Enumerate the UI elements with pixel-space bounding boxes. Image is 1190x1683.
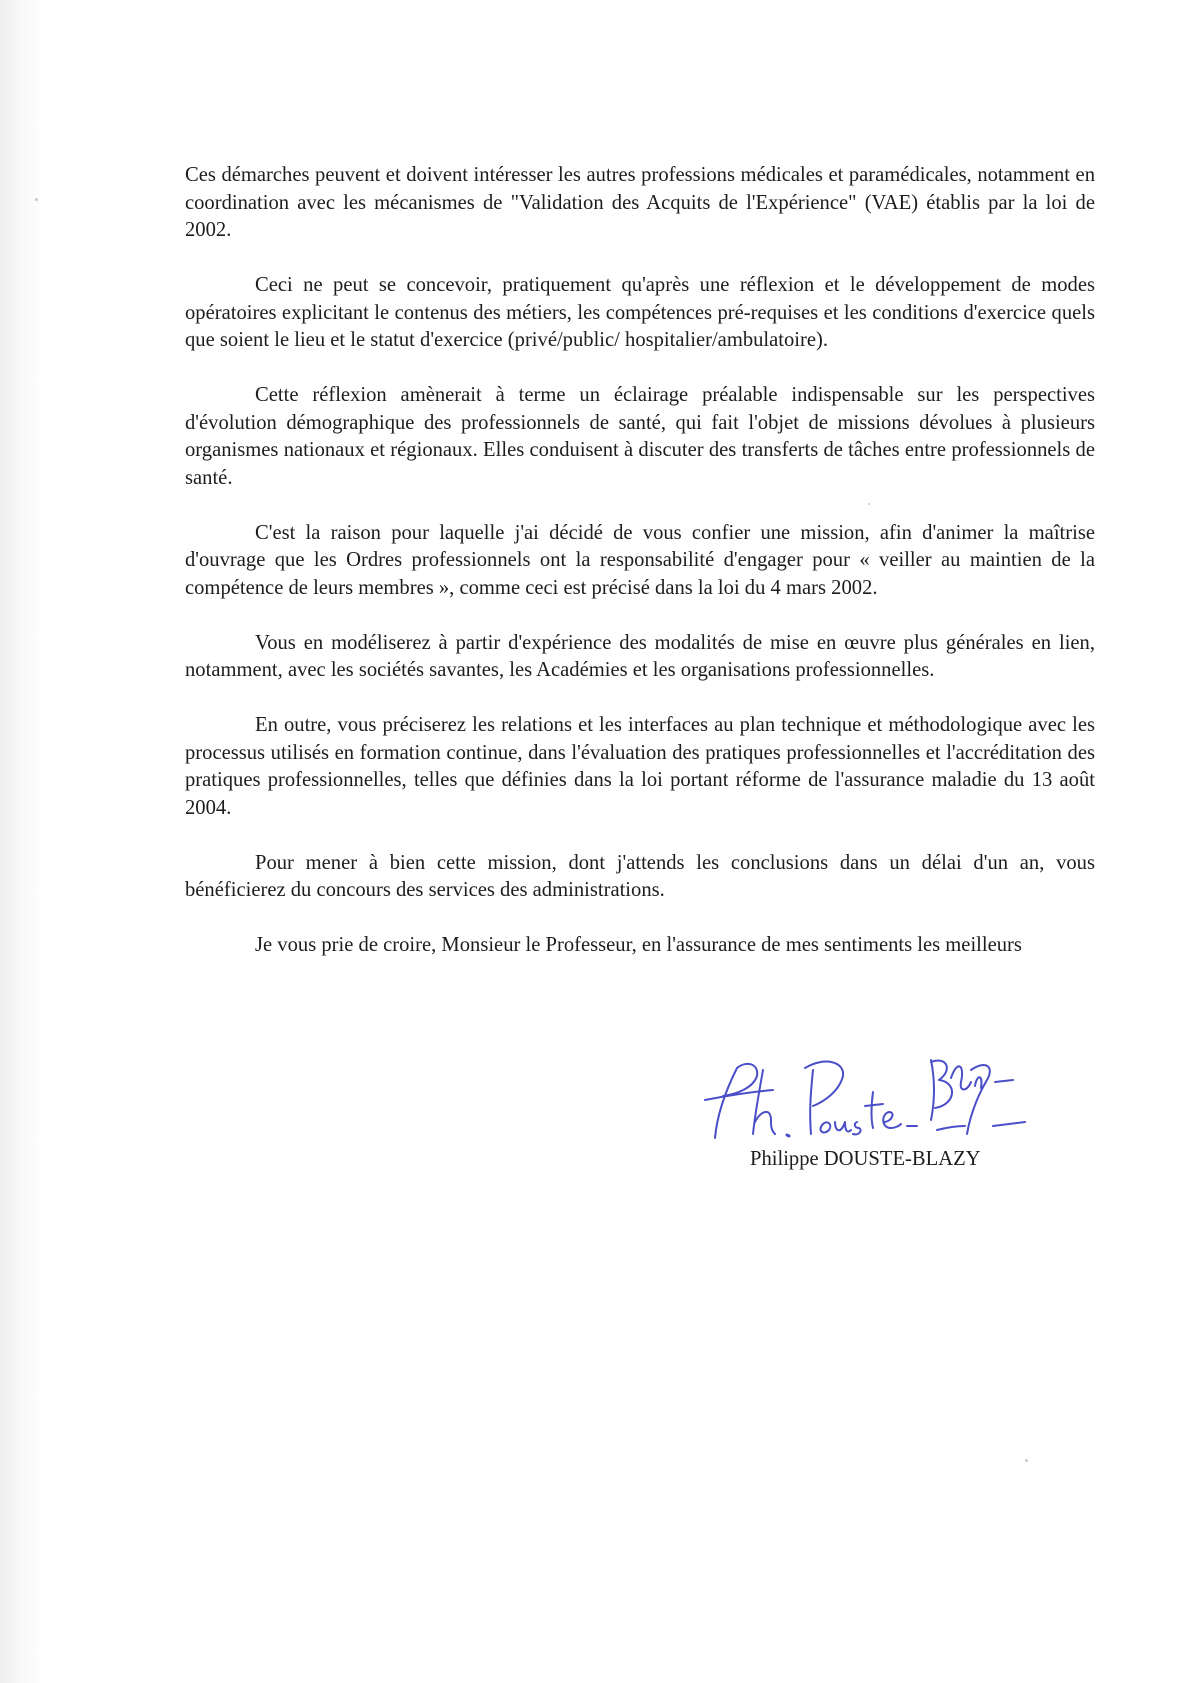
paragraph-delai: Pour mener à bien cette mission, dont j'attends les conclusions dans un délai d'un an, vous bénéficierez du concours des services des administrations. (185, 851, 1095, 901)
handwritten-signature (695, 1030, 1030, 1150)
signatory-name: Philippe DOUSTE-BLAZY (750, 1148, 981, 1170)
paragraph-interfaces: En outre, vous préciserez les relations et les interfaces au plan technique et méthodologique avec les processus utilisés en formation continue, dans l'évaluation des pratiques professionnelles et l'accréditation des pratiques professionnelles, telles que définies dans la loi portant réforme de l'assurance maladie du 13 août 2004. (185, 714, 1095, 819)
letter-body (185, 162, 1095, 987)
paragraph-vae: Ces démarches peuvent et doivent intéresser les autres professions médicales et paramédicales, notamment en coordination avec les mécanismes de "Validation des Acquits de l'Expérience" (VAE) établis par la loi de 2002. (185, 164, 1095, 241)
paragraph-modelisation: Vous en modéliserez à partir d'expérience des modalités de mise en œuvre plus générales en lien, notamment, avec les sociétés savantes, les Académies et les organisations professionnelles. (185, 631, 1095, 681)
paragraph-mission: C'est la raison pour laquelle j'ai décidé de vous confier une mission, afin d'animer la maîtrise d'ouvrage que les Ordres professionnels ont la responsabilité d'engager pour « veiller au maintien de la compétence de leurs membres », comme ceci est précisé dans la loi du 4 mars 2002. (185, 521, 1095, 599)
paragraph-closing: Je vous prie de croire, Monsieur le Professeur, en l'assurance de mes sentiments les meilleurs (255, 934, 1022, 956)
scan-speck (1025, 1459, 1028, 1462)
scan-speck (35, 198, 38, 201)
paragraph-demographie: Cette réflexion amènerait à terme un éclairage préalable indispensable sur les perspectives d'évolution démographique des professionnels de santé, qui fait l'objet de missions dévolues à plusieurs organismes nationaux et régionaux. Elles conduisent à discuter des transferts de tâches entre professionnels de santé. (185, 384, 1095, 489)
paragraph-reflexion: Ceci ne peut se concevoir, pratiquement qu'après une réflexion et le développement de modes opératoires explicitant le contenus des métiers, les compétences pré-requises et les conditions d'exercice quels que soient le lieu et le statut d'exercice (privé/public/ hospitalier/ambulatoire). (185, 274, 1095, 351)
